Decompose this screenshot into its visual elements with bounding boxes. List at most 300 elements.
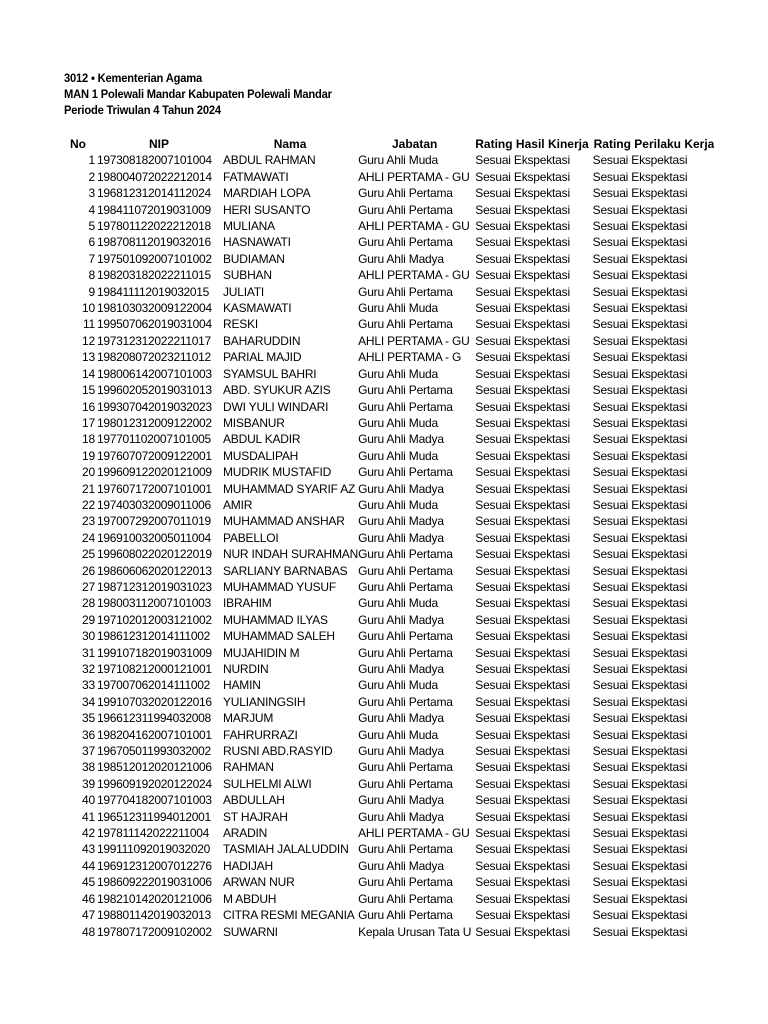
cell-no: 27 <box>82 579 95 594</box>
cell-no: 25 <box>82 547 95 562</box>
cell-jabatan: Guru Ahli Muda <box>358 497 438 512</box>
cell-rating-perilaku: Sesuai Ekspektasi <box>592 284 688 299</box>
cell-nama: ABDUL KADIR <box>223 432 301 447</box>
cell-nip: 198103032009122004 <box>97 301 212 316</box>
cell-no: 24 <box>82 530 95 545</box>
cell-jabatan: Guru Ahli Muda <box>358 366 438 381</box>
column-header-nama: Nama <box>273 137 307 151</box>
table-row <box>64 316 714 332</box>
table-row <box>64 612 714 628</box>
cell-nip: 198003112007101003 <box>97 596 211 611</box>
cell-nama: BAHARUDDIN <box>223 333 301 348</box>
cell-nama: PARIAL MAJID <box>223 350 302 365</box>
cell-nip: 197607072009122001 <box>97 448 212 463</box>
header-office: 3012 • Kementerian Agama <box>64 71 202 85</box>
column-header-rating-perilaku: Rating Perilaku Kerja <box>593 137 715 151</box>
cell-no: 23 <box>82 514 95 529</box>
cell-rating-perilaku: Sesuai Ekspektasi <box>592 826 688 841</box>
cell-rating-hasil: Sesuai Ekspektasi <box>475 858 570 873</box>
table-row <box>64 727 714 743</box>
cell-rating-perilaku: Sesuai Ekspektasi <box>592 678 688 693</box>
cell-no: 31 <box>82 645 95 660</box>
column-header-nip: NIP <box>148 137 169 151</box>
cell-no: 44 <box>82 858 95 873</box>
cell-jabatan: Guru Ahli Pertama <box>358 399 453 414</box>
cell-rating-hasil: Sesuai Ekspektasi <box>475 169 570 184</box>
cell-no: 43 <box>82 842 95 857</box>
table-header-row <box>64 136 714 152</box>
cell-rating-hasil: Sesuai Ekspektasi <box>475 612 570 627</box>
cell-nama: MARDIAH LOPA <box>223 186 311 201</box>
cell-rating-hasil: Sesuai Ekspektasi <box>475 563 570 578</box>
cell-nama: MUJAHIDIN M <box>223 645 300 660</box>
cell-nama: CITRA RESMI MEGANIA <box>223 908 355 923</box>
cell-rating-hasil: Sesuai Ekspektasi <box>475 202 570 217</box>
cell-jabatan: Guru Ahli Pertama <box>358 235 453 250</box>
cell-no: 5 <box>88 219 95 234</box>
cell-rating-perilaku: Sesuai Ekspektasi <box>592 169 688 184</box>
cell-nama: MISBANUR <box>223 415 285 430</box>
cell-nama: ABD. SYUKUR AZIS <box>223 383 331 398</box>
table-row <box>64 464 714 480</box>
cell-jabatan: Guru Ahli Pertama <box>358 760 453 775</box>
cell-nip: 198609222019031006 <box>97 875 212 890</box>
cell-jabatan: Guru Ahli Pertama <box>358 317 453 332</box>
cell-nip: 197312312022211017 <box>97 333 211 348</box>
cell-rating-hasil: Sesuai Ekspektasi <box>475 579 570 594</box>
cell-rating-hasil: Sesuai Ekspektasi <box>475 366 570 381</box>
cell-jabatan: Guru Ahli Muda <box>358 415 438 430</box>
table-row <box>64 497 714 513</box>
table-row <box>64 694 714 710</box>
cell-jabatan: Guru Ahli Madya <box>358 711 444 726</box>
cell-rating-perilaku: Sesuai Ekspektasi <box>592 448 688 463</box>
cell-nama: BUDIAMAN <box>223 251 285 266</box>
table-row <box>64 185 714 201</box>
cell-nip: 198004072022212014 <box>97 169 212 184</box>
cell-rating-hasil: Sesuai Ekspektasi <box>475 662 570 676</box>
cell-nip: 196812312014112024 <box>97 186 211 201</box>
cell-nama: MUDRIK MUSTAFID <box>223 465 332 480</box>
cell-no: 39 <box>82 776 95 791</box>
cell-rating-perilaku: Sesuai Ekspektasi <box>592 317 688 332</box>
cell-nip: 197007292007011019 <box>97 514 211 529</box>
cell-rating-perilaku: Sesuai Ekspektasi <box>592 596 688 611</box>
cell-rating-perilaku: Sesuai Ekspektasi <box>592 629 688 644</box>
cell-nip: 199507062019031004 <box>97 317 212 332</box>
cell-nama: MARJUM <box>223 711 274 726</box>
cell-rating-perilaku: Sesuai Ekspektasi <box>592 760 688 775</box>
table-row <box>64 218 714 234</box>
cell-rating-hasil: Sesuai Ekspektasi <box>475 465 570 480</box>
cell-nama: ARWAN NUR <box>223 875 295 890</box>
cell-nip: 199111092019032020 <box>97 842 210 857</box>
table-row <box>64 677 714 693</box>
table-row <box>64 825 714 841</box>
cell-nip: 198606062020122013 <box>97 563 212 578</box>
cell-jabatan: Guru Ahli Pertama <box>358 383 453 398</box>
cell-nip: 199307042019032023 <box>97 399 212 414</box>
cell-no: 12 <box>82 333 95 348</box>
column-header-no: No <box>70 137 86 151</box>
cell-rating-hasil: Sesuai Ekspektasi <box>475 645 570 660</box>
table-row <box>64 809 714 825</box>
table-row <box>64 169 714 185</box>
cell-jabatan: Guru Ahli Pertama <box>358 579 453 594</box>
cell-no: 28 <box>82 596 95 611</box>
cell-rating-perilaku: Sesuai Ekspektasi <box>592 694 688 709</box>
cell-rating-perilaku: Sesuai Ekspektasi <box>592 793 688 808</box>
cell-nip: 198708112019032016 <box>97 235 211 250</box>
cell-jabatan: Guru Ahli Pertama <box>358 465 453 480</box>
cell-jabatan: Guru Ahli Pertama <box>358 645 453 660</box>
cell-no: 10 <box>82 301 95 316</box>
cell-rating-perilaku: Sesuai Ekspektasi <box>592 202 688 217</box>
cell-no: 2 <box>88 169 95 184</box>
cell-jabatan: Guru Ahli Madya <box>358 793 444 808</box>
header-school: MAN 1 Polewali Mandar Kabupaten Polewali Mandar <box>64 87 332 101</box>
cell-nip: 197801122022212018 <box>97 219 211 234</box>
cell-nip: 196705011993032002 <box>97 744 211 759</box>
cell-jabatan: Guru Ahli Pertama <box>358 694 453 709</box>
cell-no: 47 <box>82 908 95 923</box>
table-row <box>64 366 714 382</box>
table-row <box>64 874 714 890</box>
cell-jabatan: Guru Ahli Madya <box>358 481 444 496</box>
cell-jabatan: AHLI PERTAMA - G <box>358 350 462 365</box>
table-row <box>64 349 714 365</box>
cell-rating-perilaku: Sesuai Ekspektasi <box>592 776 688 791</box>
table-row <box>64 152 714 168</box>
cell-nip: 196612311994032008 <box>97 711 211 726</box>
cell-no: 9 <box>88 284 95 299</box>
cell-no: 4 <box>88 202 95 217</box>
cell-nip: 196512311994012001 <box>97 809 211 824</box>
cell-no: 42 <box>82 826 95 841</box>
table-row <box>64 513 714 529</box>
table-row <box>64 907 714 923</box>
cell-nip: 198204162007101001 <box>97 727 212 742</box>
cell-jabatan: Guru Ahli Madya <box>358 612 444 627</box>
cell-nama: ABDULLAH <box>223 793 285 808</box>
table-row <box>64 202 714 218</box>
cell-no: 13 <box>82 350 95 365</box>
cell-no: 41 <box>82 809 95 824</box>
cell-nama: M ABDUH <box>223 891 277 906</box>
cell-no: 36 <box>82 727 95 742</box>
cell-rating-hasil: Sesuai Ekspektasi <box>475 547 570 562</box>
cell-no: 48 <box>82 924 95 939</box>
cell-rating-perilaku: Sesuai Ekspektasi <box>592 350 688 365</box>
cell-rating-hasil: Sesuai Ekspektasi <box>475 383 570 398</box>
table-row <box>64 579 714 595</box>
cell-jabatan: Guru Ahli Madya <box>358 858 444 873</box>
table-row <box>64 251 714 267</box>
table-row <box>64 284 714 300</box>
cell-no: 35 <box>82 711 95 726</box>
cell-rating-perilaku: Sesuai Ekspektasi <box>592 727 688 742</box>
cell-nip: 198208072023211012 <box>97 350 211 365</box>
cell-nip: 199107182019031009 <box>97 645 212 660</box>
cell-nama: FAHRURRAZI <box>223 727 298 742</box>
cell-rating-hasil: Sesuai Ekspektasi <box>475 908 570 923</box>
cell-no: 34 <box>82 694 95 709</box>
cell-jabatan: Guru Ahli Muda <box>358 727 438 742</box>
column-header-rating-hasil: Rating Hasil Kinerja <box>475 137 589 151</box>
cell-rating-hasil: Sesuai Ekspektasi <box>475 432 570 447</box>
table-row <box>64 234 714 250</box>
cell-rating-hasil: Sesuai Ekspektasi <box>475 153 570 168</box>
cell-rating-hasil: Sesuai Ekspektasi <box>475 399 570 414</box>
cell-no: 8 <box>88 268 95 283</box>
cell-nama: SYAMSUL BAHRI <box>223 366 317 381</box>
cell-rating-perilaku: Sesuai Ekspektasi <box>592 908 688 923</box>
cell-no: 46 <box>82 891 95 906</box>
cell-nama: RAHMAN <box>223 760 274 775</box>
cell-rating-hasil: Sesuai Ekspektasi <box>475 350 570 365</box>
cell-jabatan: Guru Ahli Pertama <box>358 629 453 644</box>
cell-nama: MUSDALIPAH <box>223 448 299 463</box>
cell-jabatan: Guru Ahli Pertama <box>358 284 453 299</box>
cell-nip: 199107032020122016 <box>97 694 212 709</box>
cell-no: 38 <box>82 760 95 775</box>
cell-no: 40 <box>82 793 95 808</box>
table-row <box>64 645 714 661</box>
cell-nip: 198801142019032013 <box>97 908 211 923</box>
cell-nama: RUSNI ABD.RASYID <box>223 744 333 759</box>
table-row <box>64 481 714 497</box>
cell-rating-perilaku: Sesuai Ekspektasi <box>592 366 688 381</box>
cell-rating-perilaku: Sesuai Ekspektasi <box>592 842 688 857</box>
cell-nip: 197701102007101005 <box>97 432 211 447</box>
cell-nama: HADIJAH <box>223 858 273 873</box>
cell-rating-hasil: Sesuai Ekspektasi <box>475 219 570 234</box>
cell-rating-hasil: Sesuai Ekspektasi <box>475 284 570 299</box>
cell-jabatan: Guru Ahli Madya <box>358 530 444 545</box>
table-row <box>64 267 714 283</box>
cell-rating-hasil: Sesuai Ekspektasi <box>475 301 570 316</box>
cell-nama: ABDUL RAHMAN <box>223 153 316 168</box>
table-row <box>64 399 714 415</box>
cell-nama: MUHAMMAD YUSUF <box>223 579 336 594</box>
cell-rating-perilaku: Sesuai Ekspektasi <box>592 875 688 890</box>
cell-jabatan: Guru Ahli Pertama <box>358 908 453 923</box>
cell-nama: SULHELMI ALWI <box>223 776 312 791</box>
cell-nama: DWI YULI WINDARI <box>223 399 329 414</box>
cell-rating-perilaku: Sesuai Ekspektasi <box>592 645 688 660</box>
cell-nip: 199609192020122024 <box>97 776 212 791</box>
cell-rating-perilaku: Sesuai Ekspektasi <box>592 612 688 627</box>
cell-no: 16 <box>82 399 95 414</box>
cell-no: 33 <box>82 678 95 693</box>
table-row <box>64 333 714 349</box>
cell-rating-perilaku: Sesuai Ekspektasi <box>592 251 688 266</box>
cell-jabatan: Guru Ahli Madya <box>358 514 444 529</box>
cell-jabatan: Guru Ahli Pertama <box>358 547 453 562</box>
cell-nama: AMIR <box>223 497 253 512</box>
cell-jabatan: Guru Ahli Pertama <box>358 563 453 578</box>
cell-nip: 198712312019031023 <box>97 579 212 594</box>
cell-jabatan: Guru Ahli Pertama <box>358 776 453 791</box>
cell-nama: IBRAHIM <box>223 596 272 611</box>
cell-nama: ARADIN <box>223 826 268 841</box>
cell-rating-perilaku: Sesuai Ekspektasi <box>592 399 688 414</box>
cell-nip: 198411112019032015 <box>97 284 210 299</box>
cell-rating-hasil: Sesuai Ekspektasi <box>475 826 570 841</box>
cell-nip: 198411072019031009 <box>97 202 211 217</box>
table-row <box>64 563 714 579</box>
cell-rating-perilaku: Sesuai Ekspektasi <box>592 219 688 234</box>
table-row <box>64 924 714 940</box>
cell-no: 26 <box>82 563 95 578</box>
cell-nip: 196912312007012276 <box>97 858 212 873</box>
cell-no: 19 <box>82 448 95 463</box>
cell-nama: MUHAMMAD SYARIF AZ <box>223 481 356 496</box>
cell-rating-hasil: Sesuai Ekspektasi <box>475 809 570 824</box>
cell-rating-hasil: Sesuai Ekspektasi <box>475 333 570 348</box>
cell-nip: 197308182007101004 <box>97 153 212 168</box>
cell-no: 14 <box>82 366 95 381</box>
cell-rating-hasil: Sesuai Ekspektasi <box>475 760 570 775</box>
cell-nip: 197102012003121002 <box>97 612 212 627</box>
cell-rating-hasil: Sesuai Ekspektasi <box>475 186 570 201</box>
cell-rating-hasil: Sesuai Ekspektasi <box>475 744 570 759</box>
cell-rating-hasil: Sesuai Ekspektasi <box>475 678 570 693</box>
cell-nama: ST HAJRAH <box>223 809 288 824</box>
cell-rating-perilaku: Sesuai Ekspektasi <box>592 186 688 201</box>
cell-jabatan: Guru Ahli Muda <box>358 596 438 611</box>
cell-rating-hasil: Sesuai Ekspektasi <box>475 793 570 808</box>
cell-nama: TASMIAH JALALUDDIN <box>223 842 349 857</box>
cell-nip: 196910032005011004 <box>97 530 211 545</box>
cell-rating-hasil: Sesuai Ekspektasi <box>475 235 570 250</box>
cell-nip: 199608022020122019 <box>97 547 212 562</box>
cell-rating-perilaku: Sesuai Ekspektasi <box>592 547 688 562</box>
cell-no: 37 <box>82 744 95 759</box>
cell-nama: NURDIN <box>223 662 269 676</box>
table-row <box>64 792 714 808</box>
table-row <box>64 431 714 447</box>
cell-no: 3 <box>88 186 95 201</box>
cell-nama: FATMAWATI <box>223 169 289 184</box>
table-row <box>64 415 714 431</box>
cell-rating-hasil: Sesuai Ekspektasi <box>475 497 570 512</box>
cell-no: 15 <box>82 383 95 398</box>
cell-jabatan: Guru Ahli Muda <box>358 678 438 693</box>
cell-nip: 197108212000121001 <box>97 662 212 676</box>
cell-nama: JULIATI <box>223 284 265 299</box>
cell-nama: HERI SUSANTO <box>223 202 311 217</box>
cell-nama: KASMAWATI <box>223 301 292 316</box>
cell-nama: MULIANA <box>223 219 275 234</box>
cell-rating-perilaku: Sesuai Ekspektasi <box>592 497 688 512</box>
cell-nama: NUR INDAH SURAHMAN <box>223 547 359 562</box>
column-header-jabatan: Jabatan <box>391 137 438 151</box>
cell-rating-hasil: Sesuai Ekspektasi <box>475 875 570 890</box>
cell-rating-perilaku: Sesuai Ekspektasi <box>592 481 688 496</box>
cell-no: 18 <box>82 432 95 447</box>
cell-rating-hasil: Sesuai Ekspektasi <box>475 924 570 939</box>
cell-nama: PABELLOI <box>223 530 279 545</box>
cell-rating-hasil: Sesuai Ekspektasi <box>475 530 570 545</box>
cell-rating-hasil: Sesuai Ekspektasi <box>475 596 570 611</box>
header-period: Periode Triwulan 4 Tahun 2024 <box>64 103 221 117</box>
cell-nip: 198012312009122002 <box>97 415 212 430</box>
cell-no: 21 <box>82 481 95 496</box>
cell-nip: 198203182022211015 <box>97 268 211 283</box>
cell-jabatan: Guru Ahli Madya <box>358 809 444 824</box>
cell-rating-hasil: Sesuai Ekspektasi <box>475 317 570 332</box>
cell-nama: HASNAWATI <box>223 235 291 250</box>
cell-jabatan: AHLI PERTAMA - GU <box>358 333 470 348</box>
cell-rating-hasil: Sesuai Ekspektasi <box>475 481 570 496</box>
cell-jabatan: Guru Ahli Madya <box>358 432 444 447</box>
cell-nama: HAMIN <box>223 678 261 693</box>
cell-jabatan: Kepala Urusan Tata U <box>358 924 472 939</box>
cell-nip: 198612312014111002 <box>97 629 210 644</box>
cell-jabatan: Guru Ahli Muda <box>358 301 438 316</box>
table-row <box>64 759 714 775</box>
cell-rating-hasil: Sesuai Ekspektasi <box>475 776 570 791</box>
cell-jabatan: Guru Ahli Pertama <box>358 202 453 217</box>
cell-nama: RESKI <box>223 317 259 332</box>
cell-rating-perilaku: Sesuai Ekspektasi <box>592 301 688 316</box>
cell-rating-hasil: Sesuai Ekspektasi <box>475 251 570 266</box>
cell-nama: SUBHAN <box>223 268 272 283</box>
cell-rating-perilaku: Sesuai Ekspektasi <box>592 711 688 726</box>
cell-no: 29 <box>82 612 95 627</box>
cell-no: 45 <box>82 875 95 890</box>
cell-rating-perilaku: Sesuai Ekspektasi <box>592 432 688 447</box>
table-row <box>64 546 714 562</box>
cell-rating-hasil: Sesuai Ekspektasi <box>475 842 570 857</box>
cell-no: 7 <box>88 251 95 266</box>
cell-nip: 197501092007101002 <box>97 251 212 266</box>
table-row <box>64 743 714 759</box>
table-row <box>64 858 714 874</box>
cell-nama: YULIANINGSIH <box>223 694 306 709</box>
cell-jabatan: AHLI PERTAMA - GU <box>358 169 470 184</box>
cell-jabatan: Guru Ahli Madya <box>358 251 444 266</box>
performance-table <box>64 136 714 940</box>
cell-rating-perilaku: Sesuai Ekspektasi <box>592 235 688 250</box>
cell-rating-hasil: Sesuai Ekspektasi <box>475 268 570 283</box>
cell-rating-perilaku: Sesuai Ekspektasi <box>592 530 688 545</box>
cell-no: 32 <box>82 662 95 676</box>
cell-no: 6 <box>88 235 95 250</box>
cell-nama: SARLIANY BARNABAS <box>223 563 348 578</box>
cell-rating-hasil: Sesuai Ekspektasi <box>475 727 570 742</box>
cell-nip: 199609122020121009 <box>97 465 212 480</box>
cell-jabatan: AHLI PERTAMA - GU <box>358 219 470 234</box>
table-row <box>64 628 714 644</box>
cell-rating-perilaku: Sesuai Ekspektasi <box>592 465 688 480</box>
cell-nip: 197811142022211004 <box>97 826 210 841</box>
cell-nip: 197007062014111002 <box>97 678 210 693</box>
cell-rating-hasil: Sesuai Ekspektasi <box>475 694 570 709</box>
cell-rating-perilaku: Sesuai Ekspektasi <box>592 333 688 348</box>
cell-rating-perilaku: Sesuai Ekspektasi <box>592 514 688 529</box>
cell-no: 22 <box>82 497 95 512</box>
cell-nip: 197704182007101003 <box>97 793 212 808</box>
cell-jabatan: Guru Ahli Madya <box>358 662 444 676</box>
cell-rating-perilaku: Sesuai Ekspektasi <box>592 383 688 398</box>
table-row <box>64 710 714 726</box>
cell-rating-hasil: Sesuai Ekspektasi <box>475 415 570 430</box>
cell-rating-perilaku: Sesuai Ekspektasi <box>592 579 688 594</box>
cell-jabatan: Guru Ahli Pertama <box>358 891 453 906</box>
cell-rating-hasil: Sesuai Ekspektasi <box>475 448 570 463</box>
